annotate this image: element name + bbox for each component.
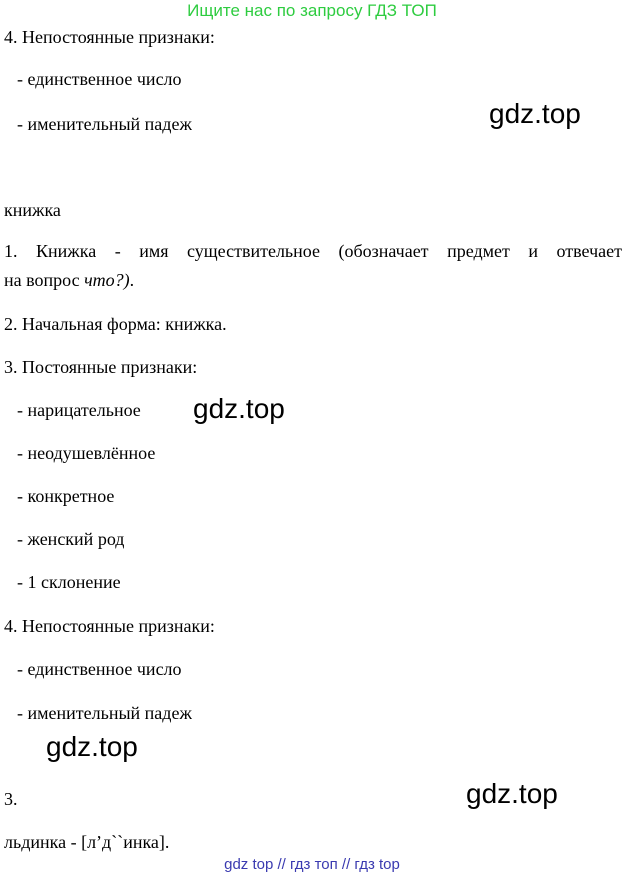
watermark-1: gdz.top <box>489 98 581 129</box>
task3-number: 3. <box>4 789 18 809</box>
analysis-p3-item-concrete: - конкретное <box>17 486 115 506</box>
analysis-p3-item-gender: - женский род <box>17 529 125 549</box>
section1-item-number: - единственное число <box>17 69 182 89</box>
analysis-p3-item-declension: - 1 склонение <box>17 572 121 592</box>
watermark-4: gdz.top <box>466 778 558 809</box>
footer-links: gdz top // гдз топ // гдз top <box>224 856 400 873</box>
section1-item-case: - именительный падеж <box>17 114 192 134</box>
word-heading: книжка <box>4 200 61 220</box>
analysis-p1-line1: 1. Книжка - имя существительное (обозначает предмет и отвечает <box>4 241 622 261</box>
analysis-p4-item-number: - единственное число <box>17 659 182 679</box>
analysis-p1-line2-suffix: . <box>129 270 135 290</box>
analysis-p3-item-common: - нарицательное <box>17 400 141 420</box>
analysis-p1-line2-prefix: на вопрос <box>4 270 85 290</box>
analysis-p1-line2-italic: что?) <box>84 270 130 290</box>
analysis-p4-heading: 4. Непостоянные признаки: <box>4 616 215 636</box>
analysis-p3-heading: 3. Постоянные признаки: <box>4 357 198 377</box>
watermark-2: gdz.top <box>193 393 285 424</box>
top-banner: Ищите нас по запросу ГДЗ ТОП <box>187 1 437 20</box>
analysis-p2: 2. Начальная форма: книжка. <box>4 314 227 334</box>
analysis-p1-line2 <box>4 269 134 291</box>
section1-heading: 4. Непостоянные признаки: <box>4 27 215 47</box>
watermark-3: gdz.top <box>46 731 138 762</box>
analysis-p4-item-case: - именительный падеж <box>17 703 192 723</box>
task3-transcription: льдинка - [л’д``инка]. <box>4 832 170 852</box>
analysis-p3-item-inanimate: - неодушевлённое <box>17 443 156 463</box>
